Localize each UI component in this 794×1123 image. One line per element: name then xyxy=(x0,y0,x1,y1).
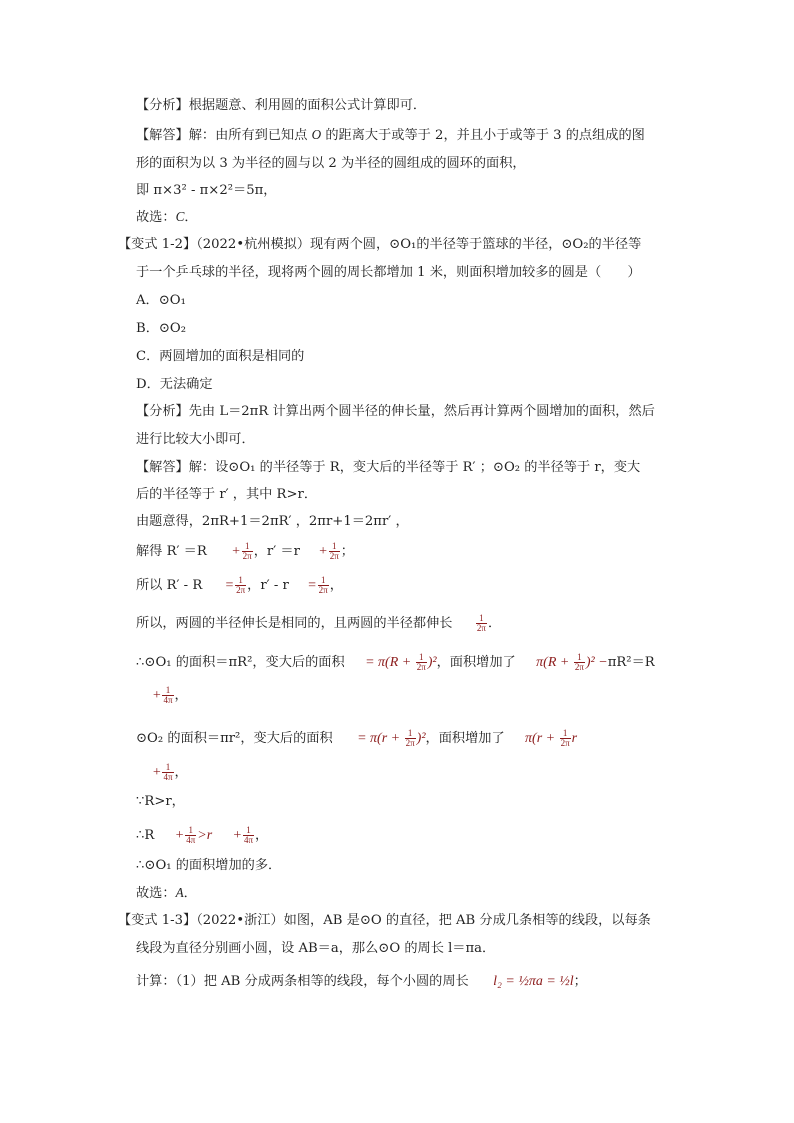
because-line: ∵R>r， xyxy=(136,794,185,809)
area-line-2: ⊙O₂ 的面积＝πr²，变大后的面积 = π(r + $\frac{1}{2\pi}$ )²，面积增加了 π(r + $\frac{1}{2\pi}$ r xyxy=(136,728,578,748)
option-b: B．⊙O₂ xyxy=(136,321,187,336)
problem-heading: 【变式 1-2】（2022•杭州模拟）现有两个圆，⊙O₁的半径等于篮球的半径，⊙O₂的半径等 xyxy=(118,237,642,252)
text-line: 形的面积为以 3 为半径的圆与以 2 为半径的圆组成的圆环的面积， xyxy=(136,156,526,171)
fraction: $\frac{1}{2\pi}$ xyxy=(242,541,252,561)
analysis-line: 【分析】先由 L＝2πR 计算出两个圆半径的伸长量，然后再计算两个圆增加的面积，然后 xyxy=(136,404,655,419)
option-c: C．两圆增加的面积是相同的 xyxy=(136,349,305,364)
text-line: 进行比较大小即可． xyxy=(136,432,255,447)
fraction: $\frac{1}{2\pi}$ xyxy=(236,575,246,595)
option-a: A．⊙O₁ xyxy=(136,293,186,308)
fraction: $\frac{1}{4\pi}$ xyxy=(186,825,196,845)
fraction: $\frac{1}{2\pi}$ xyxy=(329,541,339,561)
compute-line: 计算：（1）把 AB 分成两条相等的线段，每个小圆的周长 l₂ = ½πa = ½l； xyxy=(136,974,587,989)
difference-line: 所以 R′ - R = $\frac{1}{2\pi}$ ，r′ - r = $\frac{1}{2\pi}$ ， xyxy=(136,575,343,595)
fraction: $\frac{1}{2\pi}$ xyxy=(560,728,570,748)
fraction: $\frac{1}{4\pi}$ xyxy=(244,825,254,845)
text-line: 所以，两圆的半径伸长是相同的，且两圆的半径都伸长 $\frac{1}{2\pi}$ ． xyxy=(136,613,502,633)
therefore-line: ∴R + $\frac{1}{4\pi}$ >r + $\frac{1}{4\pi}$ ， xyxy=(136,825,269,845)
area-line-2-cont: + $\frac{1}{4\pi}$ ， xyxy=(152,762,188,782)
fraction: $\frac{1}{2\pi}$ xyxy=(476,613,486,633)
text-line: 后的半径等于 r′ ，其中 R>r． xyxy=(136,487,318,502)
fraction: $\frac{1}{2\pi}$ xyxy=(416,652,426,672)
solution-line: 【解答】解：设⊙O₁ 的半径等于 R，变大后的半径等于 R′ ；⊙O₂ 的半径等于 r，变大 xyxy=(136,460,641,475)
problem-heading: 【变式 1-3】（2022•浙江）如图，AB 是⊙O 的直径，把 AB 分成几条相等的线段，以每条 xyxy=(118,913,651,928)
text-line: 于一个乒乓球的半径，现将两个圆的周长都增加 1 米，则面积增加较多的圆是（ ） xyxy=(136,265,641,280)
area-line-1-cont: + $\frac{1}{4\pi}$ ， xyxy=(152,685,188,705)
fraction: $\frac{1}{2\pi}$ xyxy=(574,652,584,672)
fraction: $\frac{1}{4\pi}$ xyxy=(163,685,173,705)
fraction: $\frac{1}{4\pi}$ xyxy=(163,762,173,782)
analysis-line: 【分析】根据题意、利用圆的面积公式计算即可． xyxy=(136,98,427,113)
conclusion-line: ∴⊙O₁ 的面积增加的多． xyxy=(136,858,282,873)
option-d: D．无法确定 xyxy=(136,377,213,392)
answer-line: 故选：A． xyxy=(136,885,197,901)
answer-line: 故选：C． xyxy=(136,209,198,225)
solved-line: 解得 R′ ＝R + $\frac{1}{2\pi}$ ，r′ ＝r + $\frac{1}{2\pi}$ ； xyxy=(136,541,354,561)
solution-line: 【解答】解：由所有到已知点 O 的距离大于或等于 2，并且小于或等于 3 的点组成的图 xyxy=(136,127,645,143)
text-line: 即 π×3² - π×2²＝5π， xyxy=(136,183,277,198)
text-line: 线段为直径分别画小圆，设 AB＝a，那么⊙O 的周长 l＝πa． xyxy=(136,941,496,956)
fraction: $\frac{1}{2\pi}$ xyxy=(318,575,328,595)
fraction: $\frac{1}{2\pi}$ xyxy=(405,728,415,748)
text-line: 由题意得，2πR+1＝2πR′ ，2πr+1＝2πr′ ， xyxy=(136,514,409,529)
area-line-1: ∴⊙O₁ 的面积＝πR²，变大后的面积 = π(R + $\frac{1}{2\pi}$ )²，面积增加了 π(R + $\frac{1}{2\pi}$ )² −πR²＝R xyxy=(136,652,655,672)
